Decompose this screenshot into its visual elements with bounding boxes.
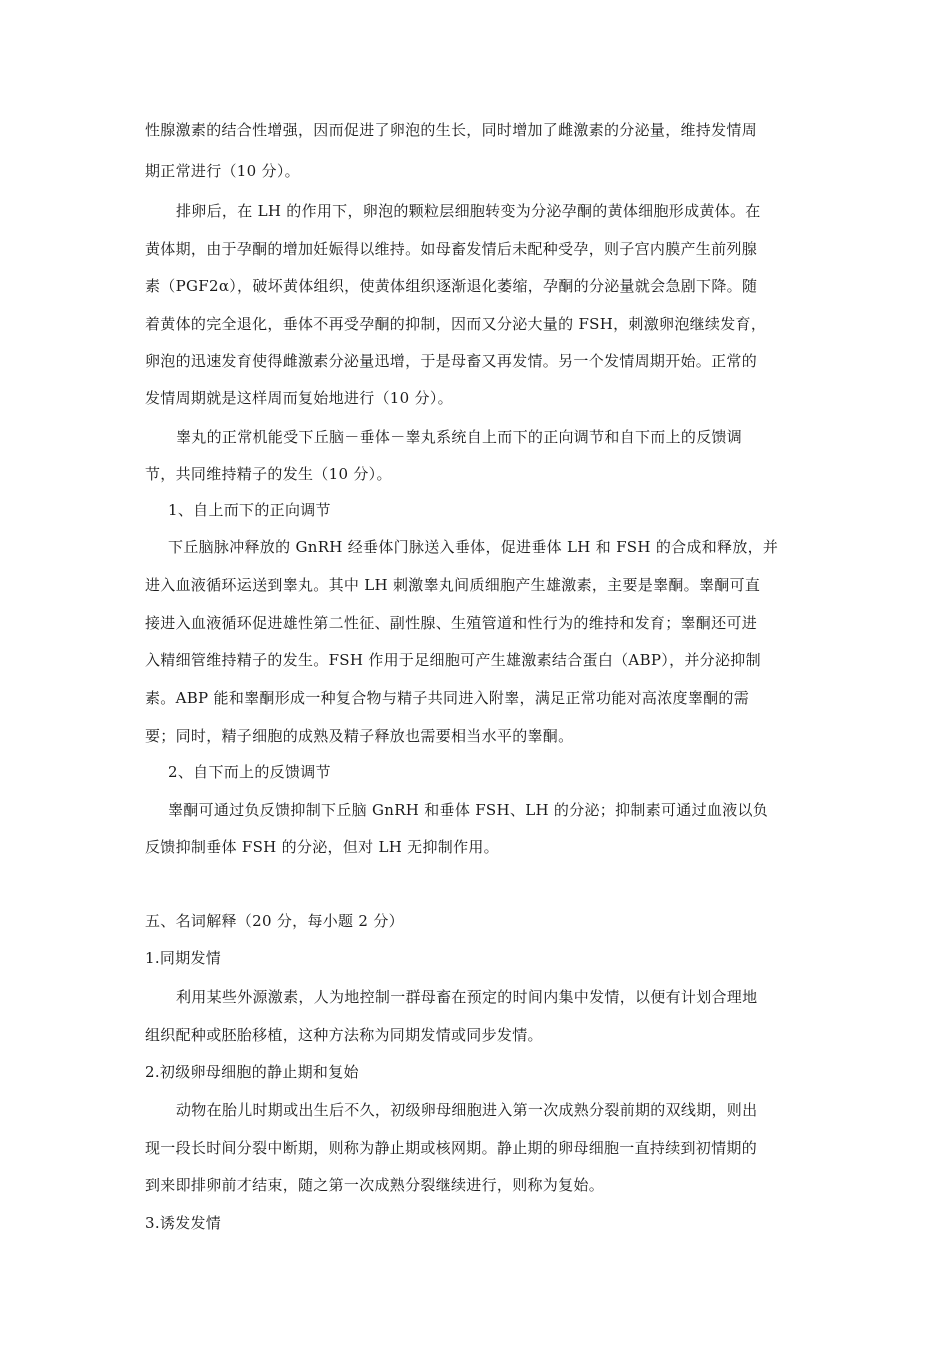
text-line: 入精细管维持精子的发生。FSH 作用于足细胞可产生雄激素结合蛋白（ABP），并分泌抑制 (145, 651, 761, 669)
text-line: 节，共同维持精子的发生（10 分）。 (145, 465, 392, 483)
term-heading: 3.诱发发情 (145, 1214, 222, 1232)
text-line: 组织配种或胚胎移植，这种方法称为同期发情或同步发情。 (145, 1026, 543, 1044)
text-line: 黄体期，由于孕酮的增加妊娠得以维持。如母畜发情后未配种受孕，则子宫内膜产生前列腺 (145, 240, 758, 258)
text-line: 睾丸的正常机能受下丘脑－垂体－睾丸系统自上而下的正向调节和自下而上的反馈调 (176, 428, 743, 446)
text-line: 现一段长时间分裂中断期，则称为静止期或核网期。静止期的卵母细胞一直持续到初情期的 (145, 1139, 758, 1157)
text-line: 卵泡的迅速发育使得雌激素分泌量迅增，于是母畜又再发情。另一个发情周期开始。正常的 (145, 352, 758, 370)
text-line: 接进入血液循环促进雄性第二性征、副性腺、生殖管道和性行为的维持和发育；睾酮还可进 (145, 614, 758, 632)
text-line: 期正常进行（10 分）。 (145, 162, 300, 180)
section-heading: 2、自下而上的反馈调节 (168, 763, 331, 781)
text-line: 素（PGF2α），破坏黄体组织，使黄体组织逐渐退化萎缩，孕酮的分泌量就会急剧下降。随 (145, 277, 758, 295)
text-line: 进入血液循环运送到睾丸。其中 LH 刺激睾丸间质细胞产生雄激素，主要是睾酮。睾酮可直 (145, 576, 761, 594)
text-line: 素。ABP 能和睾酮形成一种复合物与精子共同进入附睾，满足正常功能对高浓度睾酮的需 (145, 689, 750, 707)
term-heading: 2.初级卵母细胞的静止期和复始 (145, 1063, 359, 1081)
text-line: 反馈抑制垂体 FSH 的分泌，但对 LH 无抑制作用。 (145, 838, 499, 856)
text-line: 排卵后，在 LH 的作用下，卵泡的颗粒层细胞转变为分泌孕酮的黄体细胞形成黄体。在 (176, 202, 761, 220)
text-line: 着黄体的完全退化，垂体不再受孕酮的抑制，因而又分泌大量的 FSH，刺激卵泡继续发育， (145, 315, 767, 333)
section-heading: 1、自上而下的正向调节 (168, 501, 331, 519)
text-line: 利用某些外源激素，人为地控制一群母畜在预定的时间内集中发情，以便有计划合理地 (176, 988, 758, 1006)
text-line: 性腺激素的结合性增强，因而促进了卵泡的生长，同时增加了雌激素的分泌量，维持发情周 (145, 121, 758, 139)
text-line: 下丘脑脉冲释放的 GnRH 经垂体门脉送入垂体，促进垂体 LH 和 FSH 的合成和释放，并 (168, 538, 779, 556)
text-line: 睾酮可通过负反馈抑制下丘脑 GnRH 和垂体 FSH、LH 的分泌；抑制素可通过血液以负 (168, 801, 769, 819)
text-line: 发情周期就是这样周而复始地进行（10 分）。 (145, 389, 453, 407)
term-heading: 1.同期发情 (145, 949, 222, 967)
section-title: 五、名词解释（20 分，每小题 2 分） (145, 912, 404, 930)
text-line: 要；同时，精子细胞的成熟及精子释放也需要相当水平的睾酮。 (145, 727, 574, 745)
text-line: 动物在胎儿时期或出生后不久，初级卵母细胞进入第一次成熟分裂前期的双线期，则出 (176, 1101, 758, 1119)
text-line: 到来即排卵前才结束，随之第一次成熟分裂继续进行，则称为复始。 (145, 1176, 605, 1194)
